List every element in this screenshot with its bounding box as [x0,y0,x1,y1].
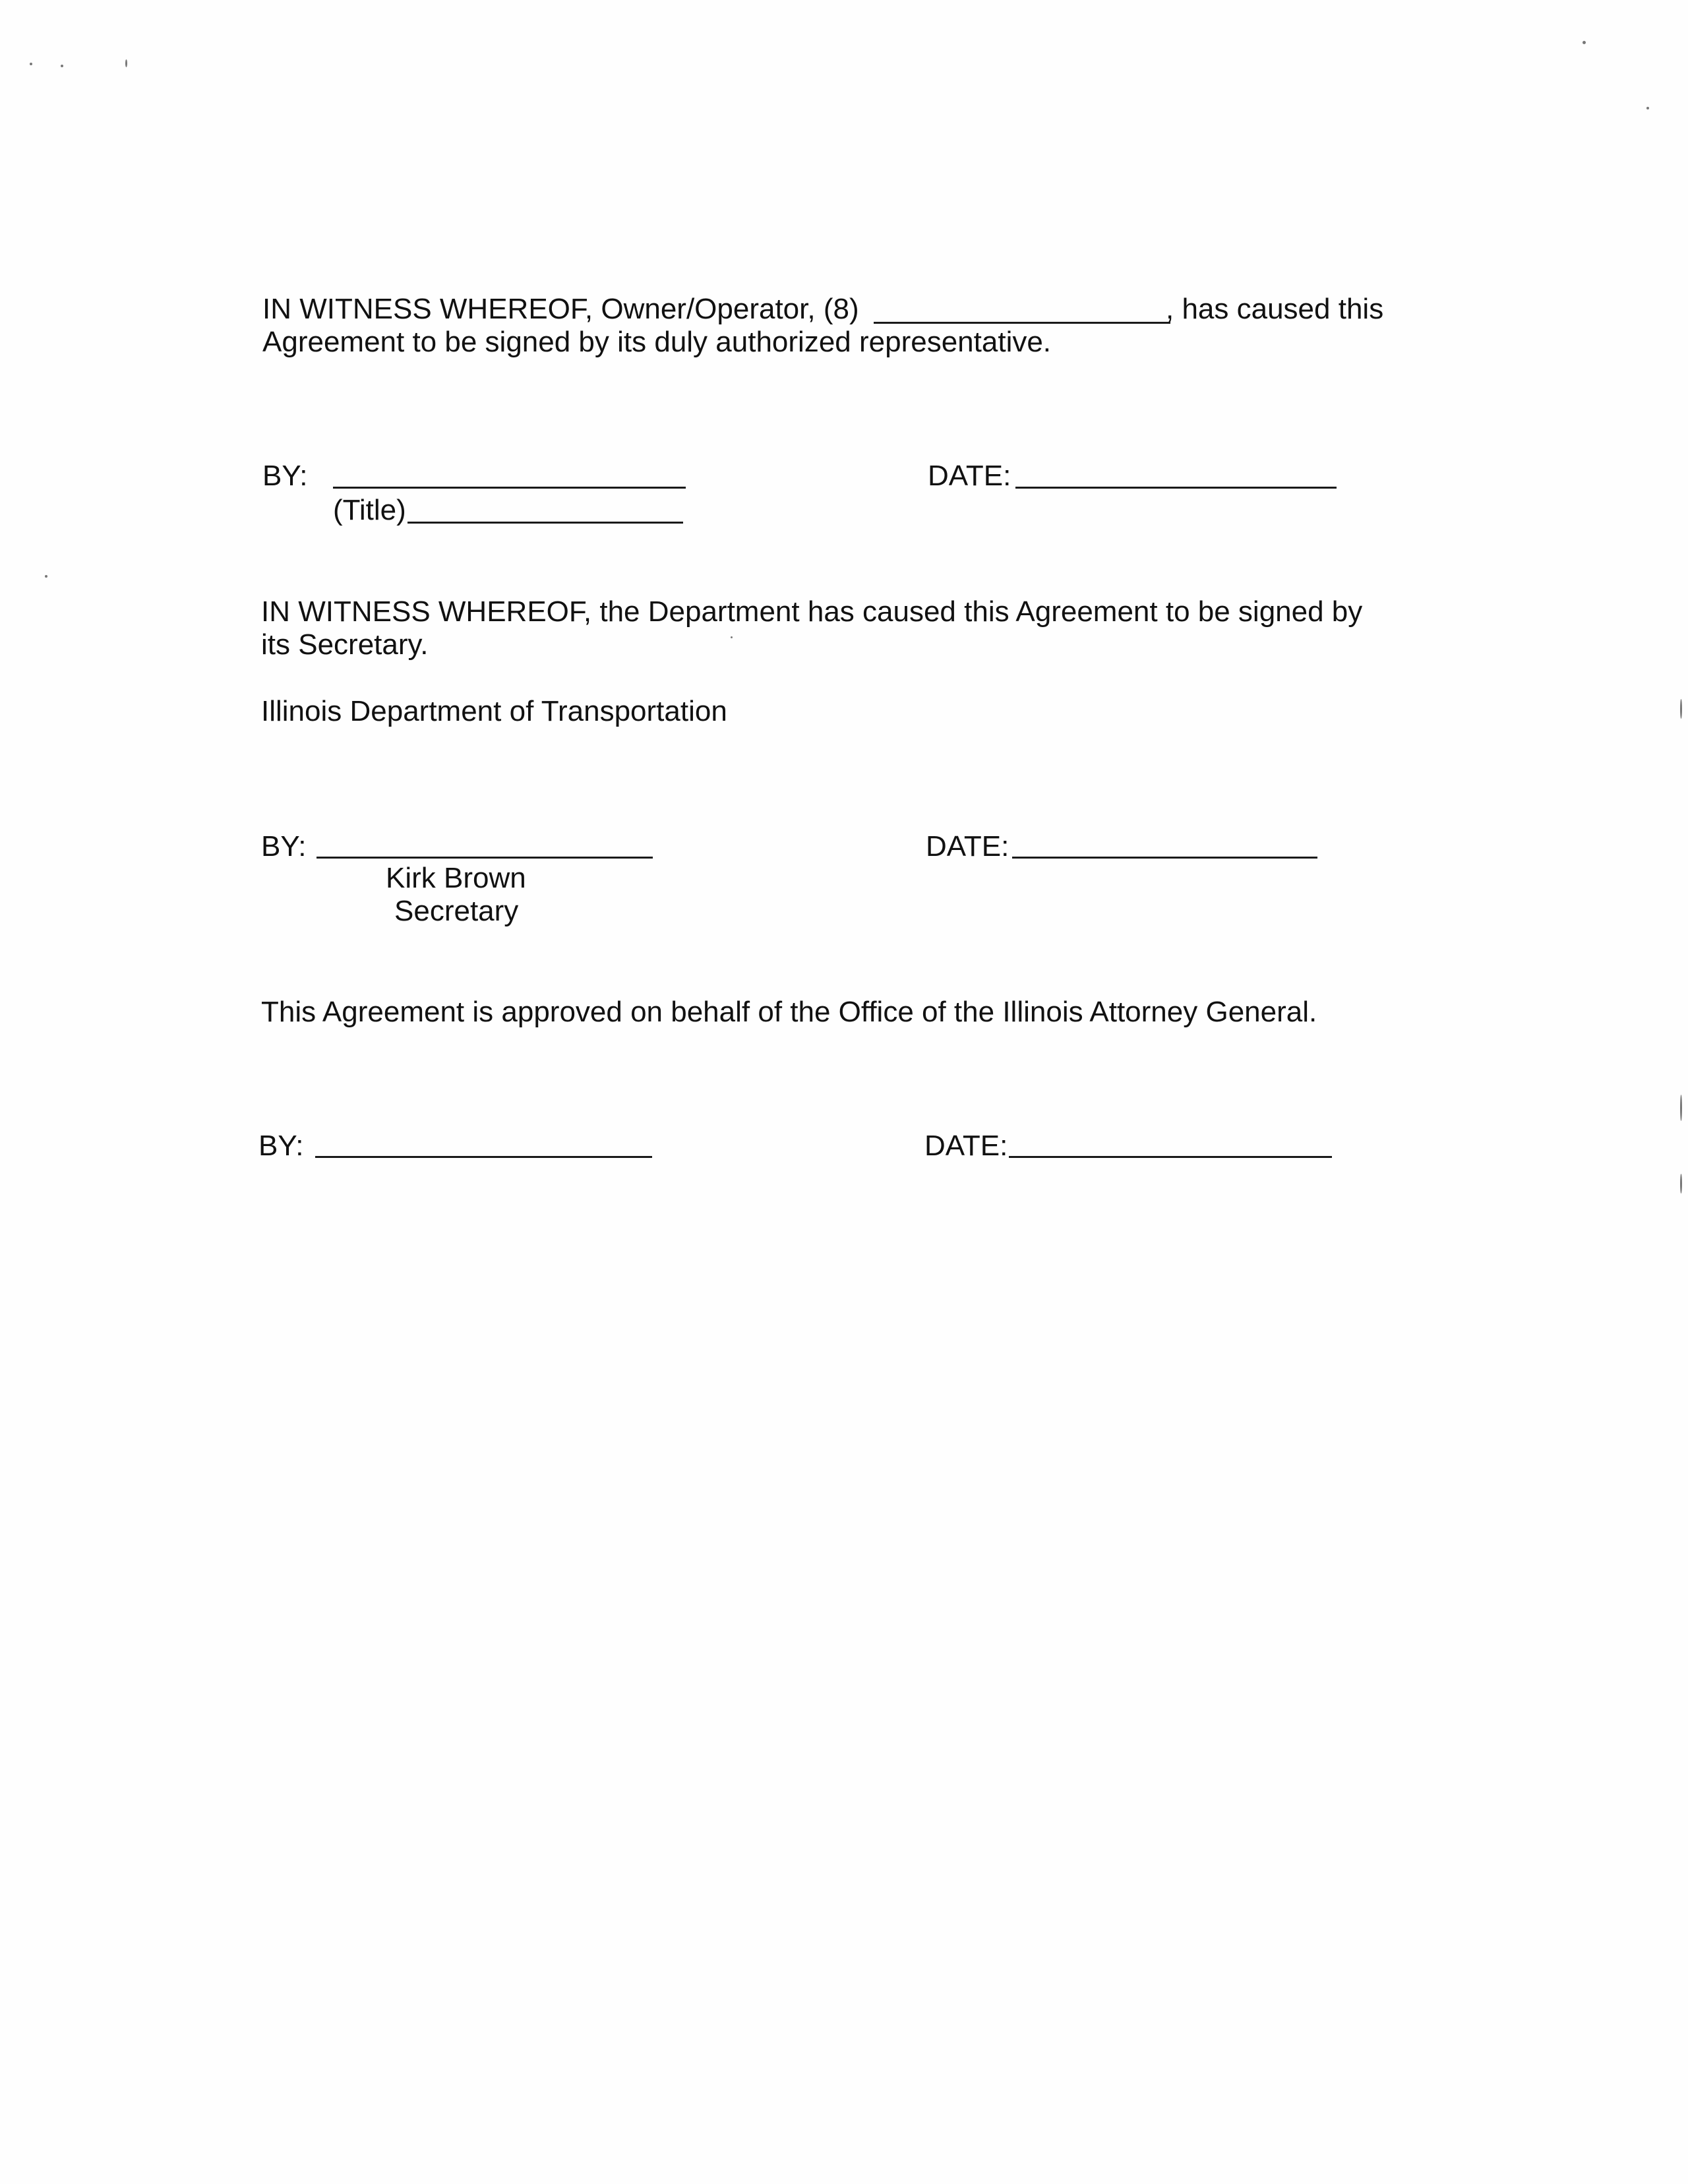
owner-signature-line[interactable] [333,487,686,489]
attorney-by-label: BY: [258,1130,304,1162]
attorney-date-label: DATE: [924,1130,1008,1162]
scan-speck [731,636,733,638]
owner-date-label: DATE: [928,460,1011,492]
owner-by-label: BY: [262,460,308,492]
scan-speck [61,65,63,67]
attorney-date-line[interactable] [1009,1156,1332,1158]
department-by-label: BY: [261,830,307,863]
scan-speck [1646,107,1649,109]
owner-operator-name-blank[interactable] [874,322,1170,324]
department-name: Illinois Department of Transportation [261,695,727,727]
department-witness-line-2: its Secretary. [261,628,429,661]
attorney-general-statement: This Agreement is approved on behalf of the Office of the Illinois Attorney General. [261,996,1317,1028]
attorney-signature-line[interactable] [315,1156,652,1158]
department-signer-title: Secretary [394,895,519,927]
scan-speck [125,59,127,67]
scan-speck [45,575,47,578]
owner-title-label: (Title) [333,494,406,526]
department-date-label: DATE: [926,830,1010,863]
department-signature-line[interactable] [316,857,653,859]
department-signer-name: Kirk Brown [386,862,526,894]
scan-speck [1582,41,1586,44]
department-date-line[interactable] [1012,857,1317,859]
owner-witness-prefix: IN WITNESS WHEREOF, Owner/Operator, (8) [262,293,859,325]
department-witness-line-1: IN WITNESS WHEREOF, the Department has caused this Agreement to be signed by [261,595,1363,628]
scan-speck [30,63,32,65]
scan-speck [1680,699,1682,719]
owner-witness-line-2: Agreement to be signed by its duly authorized representative. [262,326,1052,358]
owner-witness-line-1 [262,292,859,326]
owner-date-line[interactable] [1015,487,1337,489]
owner-witness-suffix: , has caused this [1166,293,1384,325]
owner-title-line[interactable] [407,522,683,524]
scan-speck [1680,1174,1682,1194]
scan-speck [1680,1095,1682,1121]
